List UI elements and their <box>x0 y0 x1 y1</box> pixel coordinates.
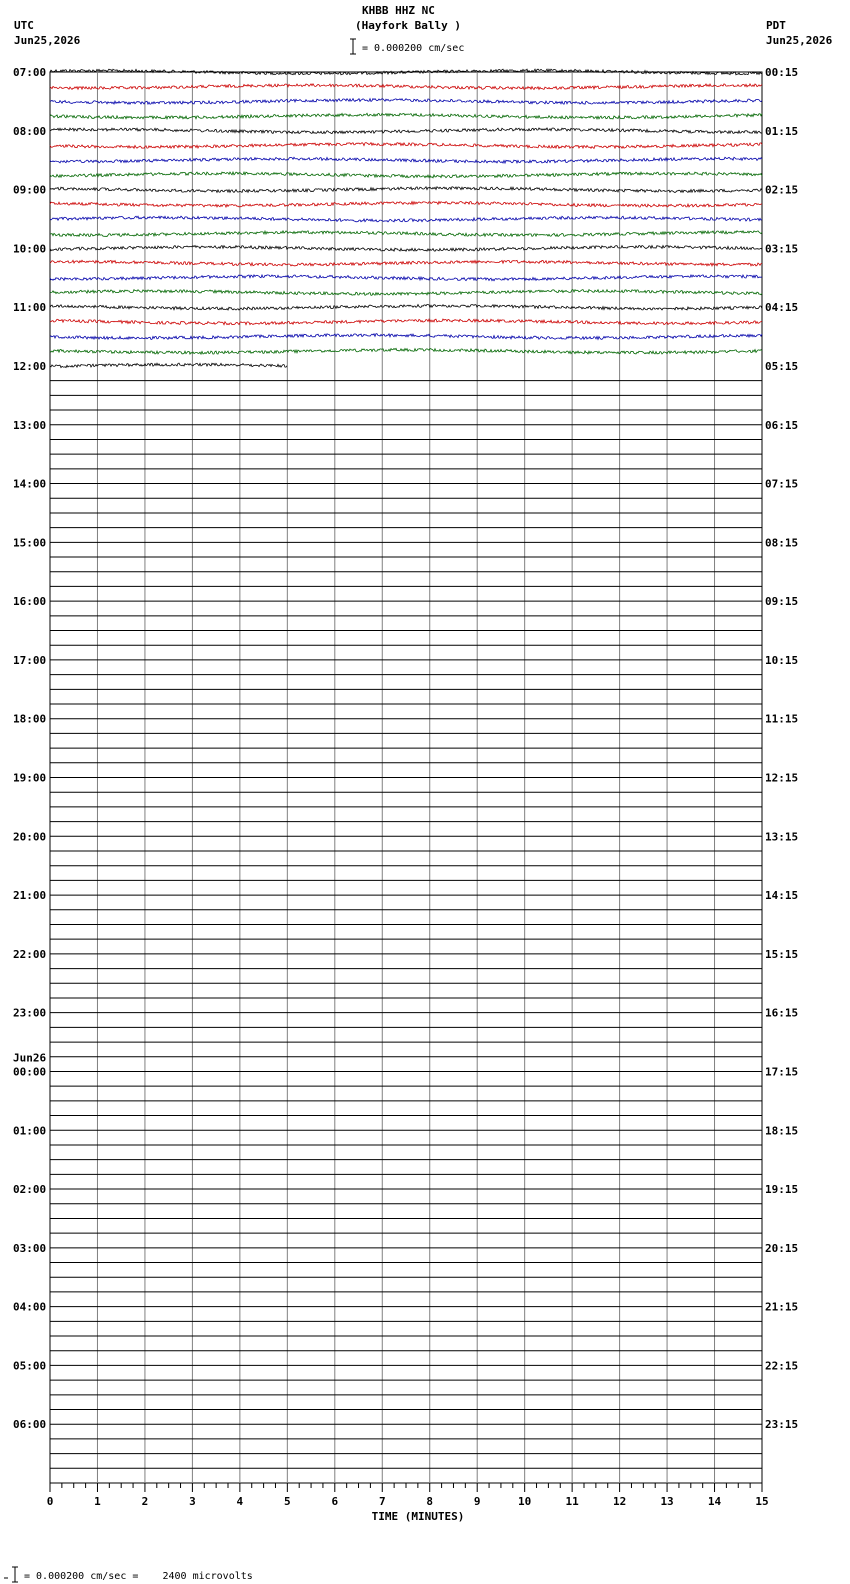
x-tick-label: 1 <box>94 1495 101 1508</box>
pdt-hour-label: 20:15 <box>765 1241 799 1255</box>
utc-hour-label: 17:00 <box>13 653 47 667</box>
x-tick-label: 8 <box>426 1495 434 1508</box>
x-tick-label: 12 <box>612 1495 627 1508</box>
seismic-trace <box>50 304 762 310</box>
x-axis-label: TIME (MINUTES) <box>371 1510 465 1523</box>
pdt-hour-label: 23:15 <box>765 1418 799 1432</box>
utc-hour-label: 11:00 <box>13 301 47 315</box>
pdt-hour-label: 22:15 <box>765 1359 799 1373</box>
seismic-trace <box>50 348 762 354</box>
utc-hour-label: 08:00 <box>13 124 47 138</box>
x-tick-label: 13 <box>660 1495 674 1508</box>
utc-hour-label: 18:00 <box>13 712 47 726</box>
pdt-hour-label: 07:15 <box>765 477 799 491</box>
seismic-trace <box>50 128 762 134</box>
utc-hour-label: 03:00 <box>13 1241 47 1255</box>
utc-hour-label: 16:00 <box>13 595 47 609</box>
x-tick-label: 4 <box>236 1495 244 1508</box>
utc-hour-label: 04:00 <box>13 1300 47 1314</box>
left-timezone: UTC <box>14 19 34 32</box>
pdt-hour-label: 10:15 <box>765 653 799 667</box>
seismic-trace <box>50 260 762 266</box>
seismic-trace <box>50 202 762 208</box>
utc-hour-label: 09:00 <box>13 183 47 197</box>
pdt-hour-label: 13:15 <box>765 830 799 844</box>
utc-hour-label: 15:00 <box>13 536 47 550</box>
left-date: Jun25,2026 <box>14 34 81 47</box>
seismic-trace <box>50 187 762 193</box>
pdt-hour-label: 00:15 <box>765 66 799 79</box>
seismic-trace <box>50 246 762 252</box>
x-tick-label: 9 <box>473 1495 481 1508</box>
utc-hour-label: 06:00 <box>13 1418 47 1432</box>
x-tick-label: 11 <box>565 1495 579 1508</box>
pdt-hour-label: 05:15 <box>765 359 799 373</box>
pdt-hour-label: 12:15 <box>765 771 799 785</box>
utc-hour-label: 23:00 <box>13 1006 47 1020</box>
seismic-trace <box>50 157 762 163</box>
utc-hour-label: 10:00 <box>13 242 47 256</box>
seismic-trace <box>50 172 762 178</box>
footer-scale-bar-icon <box>2 1566 22 1584</box>
utc-hour-label: 21:00 <box>13 889 47 903</box>
pdt-hour-label: 03:15 <box>765 242 799 256</box>
x-tick-label: 2 <box>141 1495 149 1508</box>
footer-scale-text: = 0.000200 cm/sec = 2400 microvolts <box>24 1571 253 1582</box>
pdt-hour-label: 15:15 <box>765 947 799 961</box>
seismic-trace <box>50 113 762 119</box>
seismic-trace <box>50 275 762 281</box>
x-tick-label: 15 <box>755 1495 769 1508</box>
pdt-hour-label: 17:15 <box>765 1065 799 1079</box>
pdt-hour-label: 01:15 <box>765 124 799 138</box>
pdt-hour-label: 16:15 <box>765 1006 799 1020</box>
pdt-hour-label: 02:15 <box>765 183 799 197</box>
utc-hour-label: 22:00 <box>13 947 47 961</box>
pdt-hour-label: 18:15 <box>765 1124 799 1138</box>
right-timezone: PDT <box>766 19 786 32</box>
pdt-hour-label: 08:15 <box>765 536 799 550</box>
seismic-trace <box>50 231 762 237</box>
utc-hour-label: 14:00 <box>13 477 47 491</box>
pdt-hour-label: 14:15 <box>765 889 799 903</box>
utc-hour-label: 02:00 <box>13 1183 47 1197</box>
seismic-trace <box>50 290 762 296</box>
utc-hour-label: 00:00 <box>13 1065 47 1079</box>
x-tick-label: 0 <box>46 1495 54 1508</box>
seismic-trace <box>50 319 762 325</box>
seismic-trace <box>50 143 762 149</box>
station-title: KHBB HHZ NC <box>362 4 435 17</box>
seismic-trace <box>50 363 287 368</box>
pdt-hour-label: 19:15 <box>765 1183 799 1197</box>
seismic-trace <box>50 216 762 222</box>
pdt-hour-label: 11:15 <box>765 712 799 726</box>
right-date: Jun25,2026 <box>766 34 833 47</box>
pdt-hour-label: 21:15 <box>765 1300 799 1314</box>
x-tick-label: 6 <box>331 1495 339 1508</box>
seismic-trace <box>50 334 762 340</box>
utc-date-change-label: Jun26 <box>13 1051 47 1065</box>
utc-hour-label: 05:00 <box>13 1359 47 1373</box>
scale-text: = 0.000200 cm/sec <box>362 43 465 54</box>
station-location: (Hayfork Bally ) <box>355 19 461 32</box>
seismic-trace <box>50 84 762 90</box>
utc-hour-label: 19:00 <box>13 771 47 785</box>
utc-hour-label: 13:00 <box>13 418 47 432</box>
x-tick-label: 7 <box>378 1495 386 1508</box>
x-tick-label: 10 <box>518 1495 532 1508</box>
x-tick-label: 5 <box>284 1495 291 1508</box>
pdt-hour-label: 06:15 <box>765 418 799 432</box>
utc-hour-label: 12:00 <box>13 359 47 373</box>
utc-hour-label: 01:00 <box>13 1124 47 1138</box>
x-tick-label: 3 <box>189 1495 196 1508</box>
x-tick-label: 14 <box>707 1495 722 1508</box>
utc-hour-label: 07:00 <box>13 66 47 79</box>
utc-hour-label: 20:00 <box>13 830 47 844</box>
seismic-trace <box>50 99 762 105</box>
pdt-hour-label: 04:15 <box>765 301 799 315</box>
pdt-hour-label: 09:15 <box>765 595 799 609</box>
